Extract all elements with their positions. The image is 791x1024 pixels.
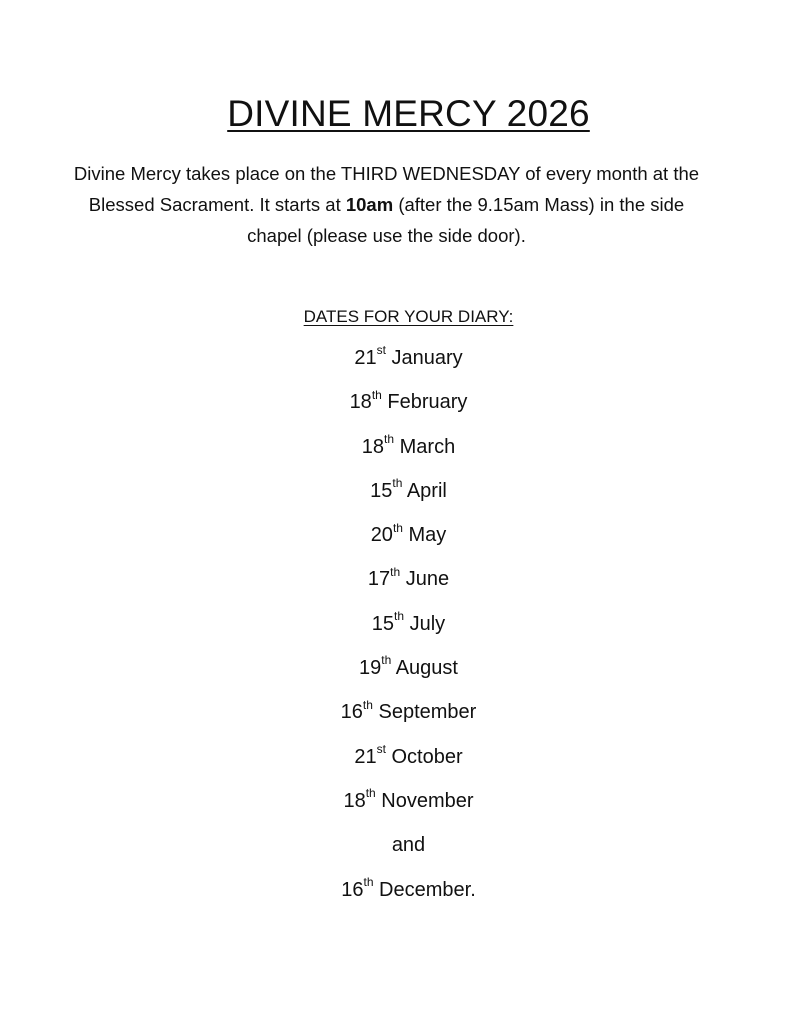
date-item — [0, 783, 791, 827]
date-month: November — [375, 789, 474, 812]
date-suffix: th — [365, 786, 376, 801]
date-day: 21 — [354, 347, 377, 369]
intro-text-part1: Divine Mercy takes place on the THIRD WEDNESDAY of every month at the Blessed Sacrament. It starts at — [73, 163, 700, 215]
date-suffix: st — [376, 742, 386, 757]
date-day: 18 — [361, 435, 385, 458]
date-month: March — [394, 435, 456, 458]
date-month: September — [372, 701, 477, 724]
date-day: 18 — [343, 789, 366, 812]
date-month: April — [402, 479, 447, 502]
date-day: 18 — [349, 391, 372, 414]
date-day: 16 — [341, 878, 364, 901]
date-item — [0, 561, 791, 605]
date-day: 15 — [371, 612, 395, 635]
date-month: January — [385, 347, 463, 369]
date-item — [0, 650, 791, 694]
dates-heading: DATES FOR YOUR DIARY: — [303, 307, 514, 326]
date-day: 20 — [370, 524, 393, 547]
date-suffix: th — [392, 476, 403, 491]
date-day: 19 — [359, 657, 382, 680]
date-day: 15 — [370, 479, 393, 502]
date-suffix: th — [381, 653, 392, 668]
date-suffix: th — [362, 697, 373, 712]
date-item — [0, 473, 791, 517]
date-suffix: th — [392, 520, 403, 535]
date-month: February — [381, 391, 468, 414]
date-suffix: th — [394, 609, 405, 624]
date-and-text: and — [391, 834, 426, 857]
date-item — [0, 429, 791, 473]
intro-text-part2: (after the 9.15am Mass) in the side chapel (please use the side door). — [247, 194, 685, 246]
date-month: August — [391, 657, 458, 680]
date-item — [0, 384, 791, 428]
date-item — [0, 694, 791, 738]
date-day: 16 — [340, 701, 363, 724]
date-day: 21 — [354, 745, 377, 768]
date-month: October — [385, 745, 463, 768]
date-suffix: st — [376, 343, 386, 358]
date-item — [0, 606, 791, 650]
date-month: May — [402, 524, 447, 547]
date-suffix: th — [390, 564, 401, 579]
date-month: July — [404, 612, 446, 635]
dates-list — [0, 340, 791, 916]
date-item — [0, 872, 791, 916]
date-connector — [0, 827, 791, 871]
intro-start-time: 10am — [345, 194, 394, 215]
date-suffix: th — [363, 874, 374, 889]
date-item — [0, 517, 791, 561]
intro-paragraph — [60, 158, 713, 251]
date-item — [0, 739, 791, 783]
date-suffix: th — [371, 387, 382, 402]
page-title: DIVINE MERCY 2026 — [227, 93, 590, 134]
date-day: 17 — [367, 568, 391, 591]
date-suffix: th — [384, 431, 395, 446]
date-month: June — [400, 568, 450, 591]
date-month: December. — [373, 878, 476, 901]
date-item — [0, 340, 791, 384]
